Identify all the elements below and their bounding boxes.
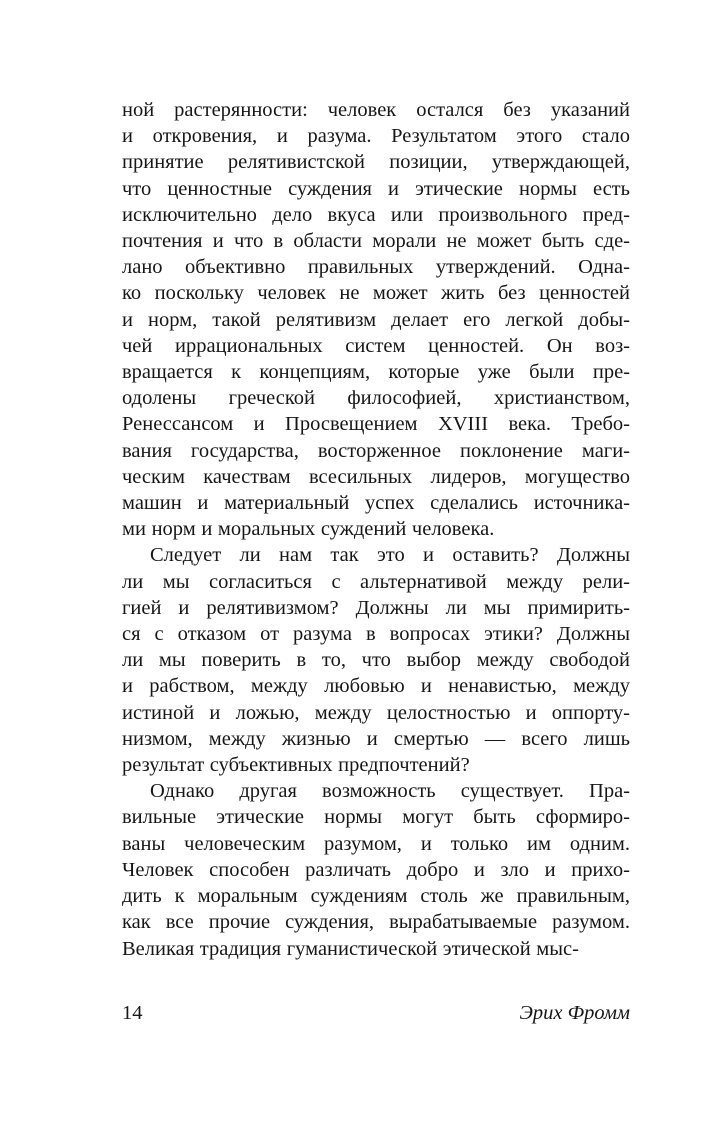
text-line: ной растерянности: человек остался без указаний: [122, 99, 630, 121]
page-number: 14: [122, 1002, 143, 1024]
paragraph: [122, 97, 630, 542]
paragraph: [122, 778, 630, 961]
text-line: дить к моральным суждениям столь же правильным,: [122, 885, 630, 908]
text-line: ли мы поверить в то, что выбор между свободой: [122, 649, 630, 672]
text-line: ко поскольку человек не может жить без ценностей: [122, 282, 630, 305]
paragraph: [122, 542, 630, 778]
text-line: ли мы согласиться с альтернативой между рели-: [122, 570, 630, 593]
text-line: Однако другая возможность существует. Пра-: [150, 780, 630, 803]
page-body: [122, 97, 630, 962]
text-line: ми норм и моральных суждений человека.: [122, 518, 495, 541]
text-line: ваны человеческим разумом, и только им одним.: [122, 832, 630, 855]
page-footer: [122, 1000, 630, 1026]
text-line: одолены греческой философией, христианством,: [122, 387, 630, 410]
text-line: результат субъективных предпочтений?: [122, 754, 470, 777]
text-line: и норм, такой релятивизм делает его легкой добы-: [122, 308, 630, 331]
text-line: ческим качествам всесильных лидеров, могущество: [122, 465, 630, 488]
text-line: вильные этические нормы могут быть сформиро-: [122, 806, 630, 829]
text-line: чей иррациональных систем ценностей. Он воз-: [122, 334, 630, 357]
text-line: Следует ли нам так это и оставить? Должны: [150, 544, 630, 567]
text-line: и откровения, и разума. Результатом этого стало: [122, 125, 630, 148]
text-line: что ценностные суждения и этические нормы есть: [122, 177, 630, 200]
text-line: вания государства, восторженное поклонение маги-: [122, 439, 630, 462]
text-line: гией и релятивизмом? Должны ли мы примирить-: [122, 596, 630, 619]
text-line: низмом, между жизнью и смертью — всего лишь: [122, 727, 630, 750]
text-line: вращается к концепциям, которые уже были пре-: [122, 361, 630, 384]
text-line: Великая традиция гуманистической этической мыс-: [122, 937, 579, 960]
text-line: машин и материальный успех сделались источника-: [122, 492, 630, 515]
text-line: как все прочие суждения, вырабатываемые разумом.: [122, 911, 630, 934]
text-line: Ренессансом и Просвещением XVIII века. Требо-: [122, 413, 630, 436]
text-line: принятие релятивистской позиции, утверждающей,: [122, 151, 630, 174]
text-line: лано объективно правильных утверждений. Одна-: [122, 256, 630, 279]
text-line: Человек способен различать добро и зло и прихо-: [122, 858, 630, 881]
text-line: ся с отказом от разума в вопросах этики? Должны: [122, 623, 630, 646]
text-line: почтения и что в области морали не может быть сде-: [122, 230, 630, 253]
running-author: Эрих Фромм: [519, 1002, 630, 1024]
text-line: исключительно дело вкуса или произвольного пред-: [122, 203, 630, 226]
text-line: и рабством, между любовью и ненавистью, между: [122, 675, 630, 698]
text-line: истиной и ложью, между целостностью и оппорту-: [122, 701, 630, 724]
